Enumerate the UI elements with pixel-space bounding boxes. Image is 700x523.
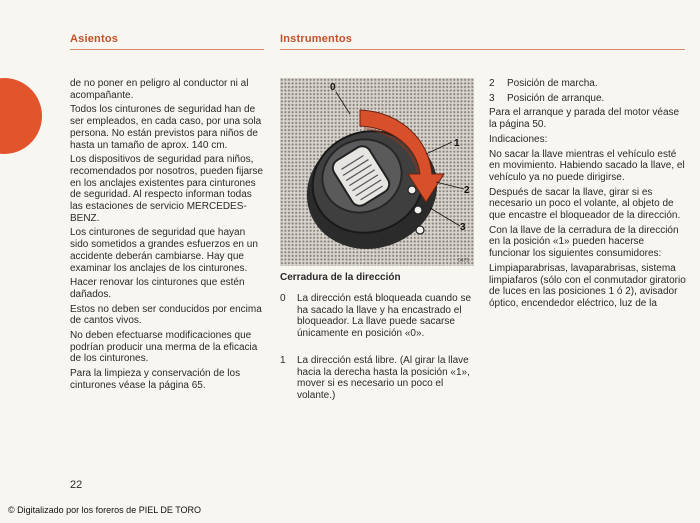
position-label-3: 3 xyxy=(460,222,466,233)
page-number: 22 xyxy=(70,479,83,491)
paragraph: No deben efectuarse modificaciones que podrían producir una merma de la eficacia de los cinturones. xyxy=(70,330,258,365)
paragraph: Después de sacar la llave, girar si es necesario un poco el volante, al objeto de que encastre el bloqueador de la dirección. xyxy=(489,186,681,222)
footer-credit: © Digitalizado por los foreros de PIEL DE TORO xyxy=(8,505,202,515)
paragraph: No sacar la llave mientras el vehículo esté en movimiento. Habiendo sacado la llave, el vehículo ya no puede dirigirse. xyxy=(489,148,685,183)
position-number: 1 xyxy=(280,355,286,366)
paragraph: Los dispositivos de seguridad para niños, recomendados por nosotros, pueden fijarse en los anclajes existentes para cinturones de seguridad. Al respecto informan todas las estaciones de servicio MERCEDES-BENZ. xyxy=(70,154,263,224)
position-description: La dirección está bloqueada cuando se ha sacado la llave y ha encastrado el bloqueador. La llave puede sacarse únicamente en posición «0». xyxy=(297,293,472,340)
paragraph: Los cinturones de seguridad que hayan sido sometidos a grandes esfuerzos en un accidente deberán cambiarse. Hay que examinar los anclajes de los cinturones. xyxy=(70,227,258,274)
header-rule-right xyxy=(280,49,685,50)
paragraph: Para el arranque y parada del motor véase la página 50. xyxy=(489,107,680,131)
ignition-lock-figure xyxy=(280,78,474,266)
position-number: 2 xyxy=(489,78,495,89)
paragraph: Estos no deben ser conducidos por encima de cantos vivos. xyxy=(70,303,262,327)
left-column xyxy=(70,78,266,395)
right-column xyxy=(489,78,686,313)
position-item-3 xyxy=(489,93,686,105)
position-description: Posición de marcha. xyxy=(507,78,598,89)
header-rule-left xyxy=(70,49,264,50)
header-right-title: Instrumentos xyxy=(280,33,353,45)
position-number: 0 xyxy=(280,293,286,304)
paragraph: Para la limpieza y conservación de los cinturones véase la página 65. xyxy=(70,368,241,391)
position-item-2 xyxy=(489,78,686,90)
position-description: La dirección está libre. (Al girar la llave hacia la derecha hasta la posición «1», mover si es necesario un poco el volante.) xyxy=(297,355,470,402)
position-label-1: 1 xyxy=(454,138,460,149)
paragraph: Con la llave de la cerradura de la dirección en la posición «1» pueden hacerse funcionar los siguientes consumidores: xyxy=(489,224,679,260)
position-label-2: 2 xyxy=(464,185,470,196)
position-description: Posición de arranque. xyxy=(507,92,605,104)
figure-caption: Cerradura de la dirección xyxy=(280,272,401,283)
notes-heading: Indicaciones: xyxy=(489,133,548,145)
paragraph: Limpiaparabrisas, lavaparabrisas, sistema limpiafaros (sólo con el conmutador giratorio de luces en las posiciones 1 ó 2), avisador óptico, encendedor eléctrico, luz de la xyxy=(489,262,686,309)
header-left-title: Asientos xyxy=(70,33,119,45)
section-tab-marker xyxy=(0,78,42,154)
position-number: 3 xyxy=(489,92,495,104)
paragraph: Hacer renovar los cinturones que estén dañados. xyxy=(70,277,245,300)
figure-code: 0475 xyxy=(458,258,470,264)
paragraph: Todos los cinturones de seguridad han de ser empleados, en cada caso, por una sola persona. No están previstos para niños de hasta un tamaño de aprox. 140 cm. xyxy=(70,104,262,151)
paragraph: de no poner en peligro al conductor ni al acompañante. xyxy=(70,78,249,101)
position-label-0: 0 xyxy=(330,82,336,93)
